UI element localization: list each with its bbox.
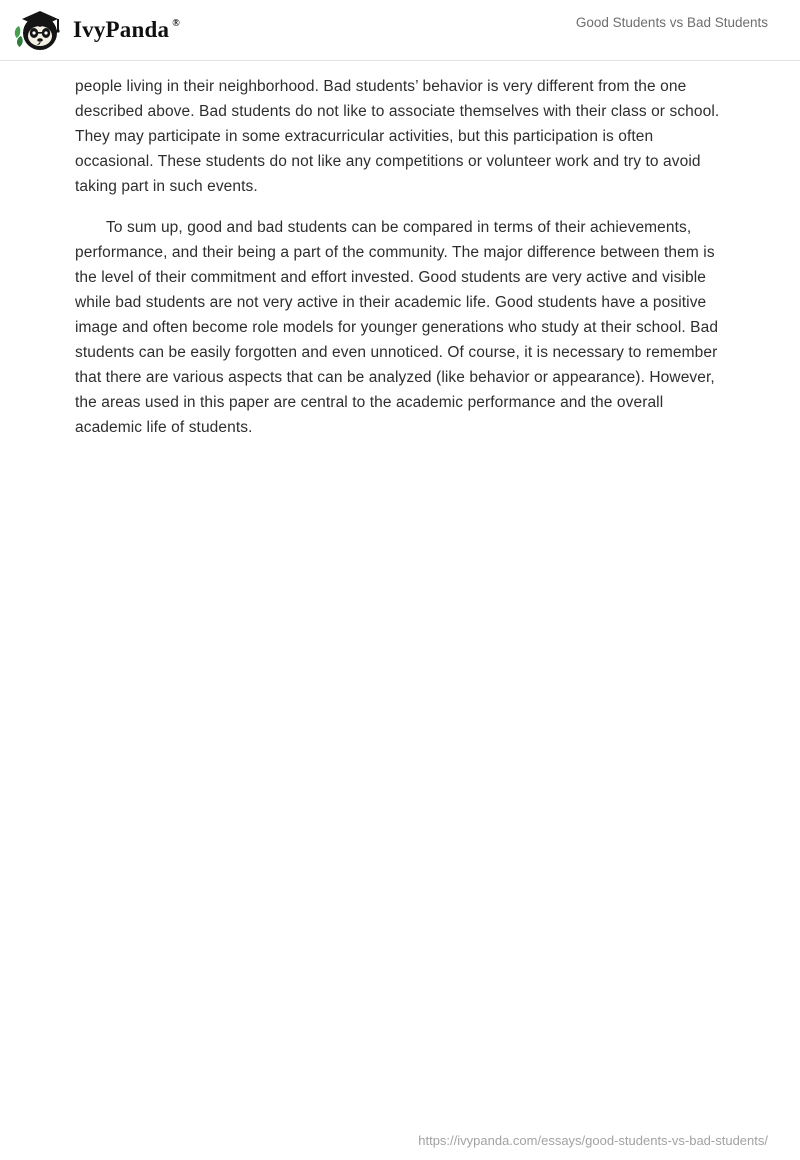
source-url: https://ivypanda.com/essays/good-students-vs-bad-students/ bbox=[418, 1133, 768, 1148]
brand-name: IvyPanda bbox=[73, 17, 170, 42]
essay-paragraph: To sum up, good and bad students can be compared in terms of their achievements, performance, and their being a part of the community. The major difference between them is the level of their commitment and effort invested. Good students are very active and visible while bad students are not very active in their academic life. Good students have a positive image and often become role models for younger generations who study at their school. Bad students can be easily forgotten and even unnoticed. Of course, it is necessary to remember that there are various aspects that can be analyzed (like behavior or appearance). However, the areas used in this paper are central to the academic performance and the overall academic life of students. bbox=[75, 219, 719, 436]
essay-body bbox=[0, 61, 800, 440]
registered-trademark: ® bbox=[172, 17, 180, 29]
brand-logo[interactable] bbox=[12, 6, 180, 54]
panda-graduation-cap-icon bbox=[12, 6, 64, 54]
page-header bbox=[0, 0, 800, 61]
document-title: Good Students vs Bad Students bbox=[575, 15, 768, 30]
essay-paragraph: people living in their neighborhood. Bad students’ behavior is very different from the one described above. Bad students do not like to associate themselves with their class or school. They may participate in some extracurricular activities, but this participation is often occasional. These students do not like any competitions or volunteer work and try to avoid taking part in such events. bbox=[75, 78, 720, 195]
